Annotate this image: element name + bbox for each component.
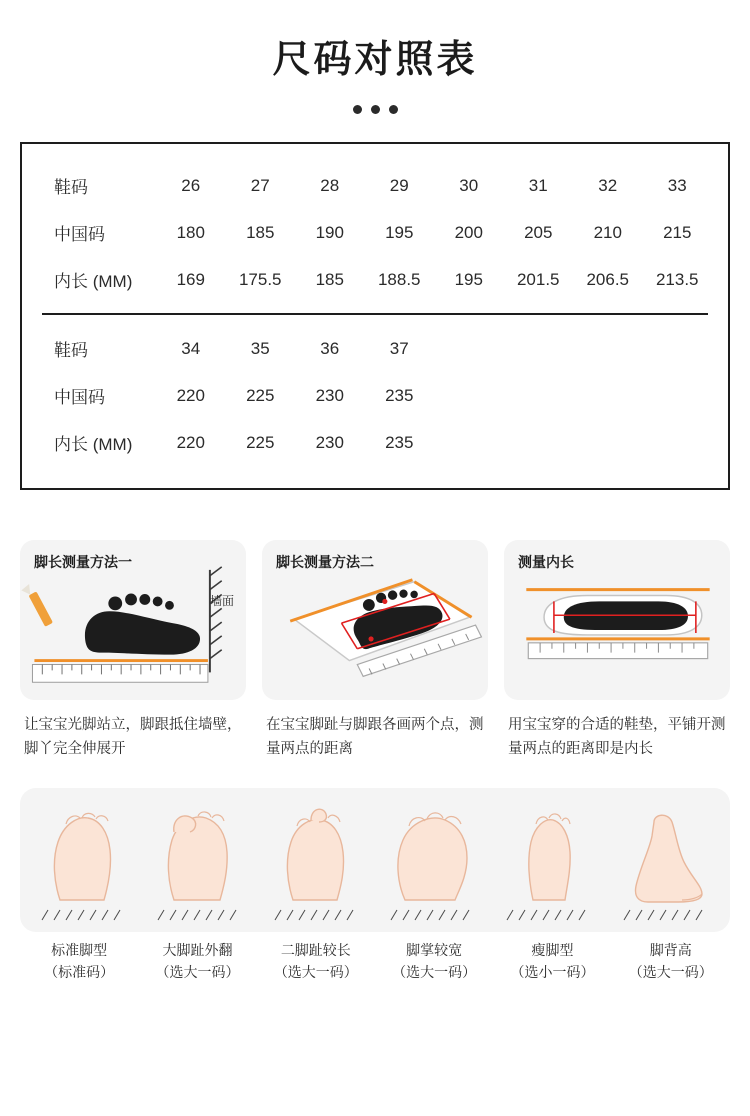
dot-icon — [353, 105, 362, 114]
foot-type-item — [610, 802, 722, 922]
table-cell: 27 — [250, 175, 270, 195]
high-instep-foot-icon — [620, 802, 712, 906]
hatch-lines-icon — [271, 908, 363, 922]
foot-type-advice: （选大一码） — [392, 963, 477, 980]
foot-on-paper-illustration — [262, 562, 488, 700]
foot-against-wall-illustration — [20, 562, 246, 700]
table-cell: 235 — [385, 385, 414, 405]
table-cell: 31 — [528, 175, 548, 195]
row-label: 内长 (MM) — [54, 435, 133, 454]
table-cell: 185 — [246, 222, 275, 242]
size-table-group-1 — [38, 162, 712, 303]
foot-type-label — [23, 940, 135, 983]
insole-measure-illustration — [504, 562, 730, 700]
standard-foot-icon — [38, 802, 130, 906]
hatch-lines-icon — [620, 908, 712, 922]
table-cell: 210 — [593, 222, 622, 242]
table-cell: 32 — [598, 175, 618, 195]
measure-method-1 — [20, 540, 246, 762]
table-cell: 195 — [385, 222, 414, 242]
card-title: 脚长测量方法一 — [34, 554, 132, 570]
table-cell: 225 — [246, 432, 275, 452]
table-cell: 230 — [315, 385, 344, 405]
card-title: 测量内长 — [518, 554, 574, 570]
table-cell: 205 — [524, 222, 553, 242]
table-divider — [42, 313, 708, 315]
foot-type-item — [377, 802, 489, 922]
measure-card — [262, 540, 488, 700]
foot-type-item — [144, 802, 256, 922]
second-toe-long-foot-icon — [271, 802, 363, 906]
table-cell: 206.5 — [586, 269, 630, 289]
foot-type-name: 大脚趾外翻 — [162, 941, 233, 958]
foot-type-label — [496, 940, 608, 983]
measure-method-2 — [262, 540, 488, 762]
table-cell — [643, 372, 713, 419]
foot-type-advice: （选大一码） — [273, 963, 358, 980]
big-toe-out-foot-icon — [154, 802, 246, 906]
table-cell: 29 — [389, 175, 409, 195]
size-table-group-2 — [38, 325, 712, 466]
table-cell: 175.5 — [238, 269, 282, 289]
table-cell: 225 — [246, 385, 275, 405]
measure-card — [504, 540, 730, 700]
page-title: 尺码对照表 — [272, 39, 478, 81]
foot-type-name: 脚掌较宽 — [406, 941, 463, 958]
wide-foot-icon — [387, 802, 479, 906]
row-label: 内长 (MM) — [54, 272, 133, 291]
foot-type-label — [141, 940, 253, 983]
table-cell — [573, 419, 643, 466]
dot-icon — [389, 105, 398, 114]
foot-type-item — [261, 802, 373, 922]
dot-icon — [371, 105, 380, 114]
foot-type-name: 脚背高 — [649, 941, 692, 958]
table-row — [38, 209, 712, 256]
foot-type-advice: （标准码） — [44, 963, 115, 980]
table-cell: 215 — [663, 222, 692, 242]
foot-type-advice: （选小一码） — [510, 963, 595, 980]
table-cell: 235 — [385, 432, 414, 452]
table-row — [38, 372, 712, 419]
table-cell: 33 — [667, 175, 687, 195]
foot-type-item — [28, 802, 140, 922]
foot-type-label — [615, 940, 727, 983]
row-label: 中国码 — [54, 225, 105, 244]
table-cell: 34 — [181, 338, 201, 358]
table-cell — [504, 325, 574, 372]
table-cell: 200 — [454, 222, 483, 242]
decorative-dots — [0, 105, 750, 114]
table-cell: 169 — [176, 269, 205, 289]
table-cell: 201.5 — [516, 269, 560, 289]
table-cell: 37 — [389, 338, 409, 358]
foot-type-labels — [20, 940, 730, 983]
card-caption: 在宝宝脚趾与脚跟各画两个点，测量两点的距离 — [266, 717, 484, 757]
hatch-lines-icon — [503, 908, 595, 922]
table-cell: 28 — [320, 175, 340, 195]
table-cell — [573, 372, 643, 419]
foot-type-advice: （选大一码） — [628, 963, 713, 980]
foot-type-label — [378, 940, 490, 983]
foot-type-label — [260, 940, 372, 983]
measure-method-3 — [504, 540, 730, 762]
card-caption: 用宝宝穿的合适的鞋垫，平铺开测量两点的距离即是内长 — [508, 717, 726, 757]
hatch-lines-icon — [387, 908, 479, 922]
row-label: 鞋码 — [54, 341, 88, 360]
table-row — [38, 256, 712, 303]
table-cell: 180 — [176, 222, 205, 242]
table-cell: 220 — [176, 385, 205, 405]
table-cell — [643, 419, 713, 466]
foot-type-panel — [20, 788, 730, 932]
table-cell: 30 — [459, 175, 479, 195]
table-cell: 230 — [315, 432, 344, 452]
table-cell — [504, 372, 574, 419]
hatch-lines-icon — [154, 908, 246, 922]
foot-type-row — [26, 802, 724, 922]
foot-type-name: 标准脚型 — [51, 941, 108, 958]
table-cell — [643, 325, 713, 372]
foot-type-advice: （选大一码） — [155, 963, 240, 980]
table-cell — [573, 325, 643, 372]
card-caption: 让宝宝光脚站立，脚跟抵住墙壁，脚丫完全伸展开 — [24, 717, 242, 757]
measure-methods — [20, 540, 730, 762]
foot-type-name: 二脚趾较长 — [280, 941, 351, 958]
size-chart-table — [20, 142, 730, 490]
narrow-foot-icon — [503, 802, 595, 906]
hatch-lines-icon — [38, 908, 130, 922]
table-cell — [434, 325, 504, 372]
table-row — [38, 325, 712, 372]
table-cell: 188.5 — [377, 269, 421, 289]
table-cell — [434, 419, 504, 466]
wall-label: 墙面 — [209, 594, 234, 608]
table-cell — [504, 419, 574, 466]
table-cell: 36 — [320, 338, 340, 358]
measure-card — [20, 540, 246, 700]
foot-type-item — [493, 802, 605, 922]
table-cell — [434, 372, 504, 419]
table-cell: 195 — [454, 269, 483, 289]
table-row — [38, 162, 712, 209]
table-cell: 35 — [250, 338, 270, 358]
table-cell: 26 — [181, 175, 201, 195]
table-row — [38, 419, 712, 466]
row-label: 中国码 — [54, 388, 105, 407]
table-cell: 220 — [176, 432, 205, 452]
table-cell: 185 — [315, 269, 344, 289]
row-label: 鞋码 — [54, 178, 88, 197]
table-cell: 213.5 — [655, 269, 699, 289]
table-cell: 190 — [315, 222, 344, 242]
foot-type-name: 瘦脚型 — [531, 941, 574, 958]
card-title: 脚长测量方法二 — [276, 554, 374, 570]
